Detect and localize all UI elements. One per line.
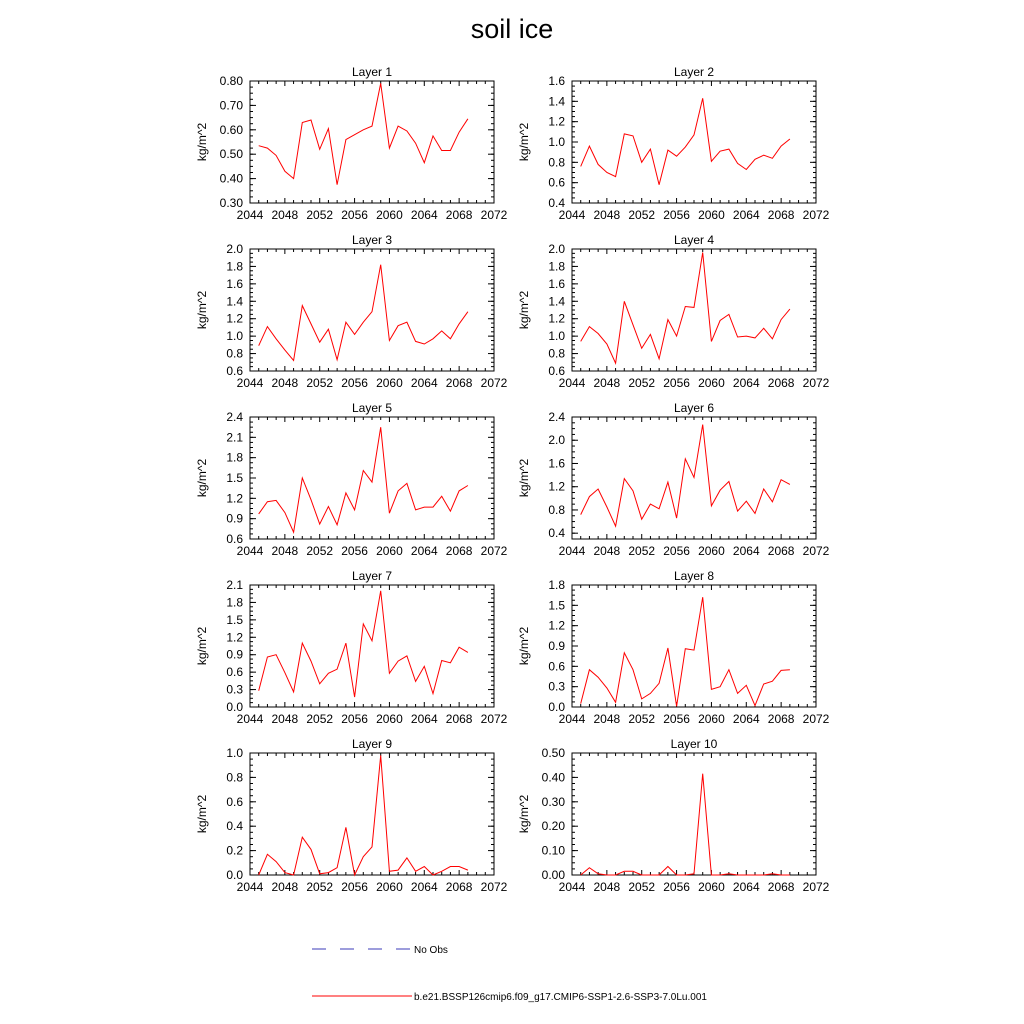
y-tick-label: 0.8 bbox=[548, 346, 565, 361]
x-tick-label: 2052 bbox=[306, 376, 334, 390]
panel-title: Layer 3 bbox=[351, 233, 393, 247]
y-tick-label: 1.5 bbox=[548, 598, 565, 613]
x-tick-label: 2056 bbox=[341, 208, 368, 222]
x-tick-label: 2052 bbox=[628, 208, 656, 222]
y-tick-label: 1.6 bbox=[226, 276, 243, 291]
x-tick-label: 2048 bbox=[271, 712, 299, 726]
y-tick-label: 1.2 bbox=[226, 630, 243, 645]
y-tick-label: 0.6 bbox=[226, 665, 243, 680]
x-tick-label: 2056 bbox=[341, 544, 368, 558]
x-tick-label: 2060 bbox=[698, 208, 725, 222]
y-axis-label: kg/m^2 bbox=[195, 794, 209, 834]
x-tick-label: 2048 bbox=[593, 712, 621, 726]
y-tick-label: 0.70 bbox=[219, 98, 243, 113]
y-tick-label: 1.5 bbox=[226, 612, 243, 627]
y-tick-label: 1.2 bbox=[548, 311, 565, 326]
x-tick-label: 2064 bbox=[732, 544, 760, 558]
series-line-1 bbox=[259, 265, 468, 361]
x-tick-label: 2048 bbox=[271, 880, 299, 894]
plot-frame bbox=[572, 81, 816, 203]
series-line-1 bbox=[581, 597, 790, 706]
y-tick-label: 1.0 bbox=[548, 135, 565, 149]
legend-model-label: b.e21.BSSP126cmip6.f09_g17.CMIP6-SSP1-2.6-SSP3-7.0Lu.001 bbox=[414, 992, 707, 1003]
x-tick-label: 2068 bbox=[767, 376, 795, 390]
y-tick-label: 1.5 bbox=[226, 471, 243, 485]
y-tick-label: 0.8 bbox=[226, 346, 243, 361]
y-tick-label: 0.50 bbox=[219, 147, 243, 162]
x-tick-label: 2060 bbox=[376, 208, 403, 222]
series-line-1 bbox=[581, 425, 790, 527]
chart-panel-4 bbox=[517, 233, 830, 390]
y-tick-label: 1.2 bbox=[548, 114, 565, 129]
panel-title: Layer 7 bbox=[351, 569, 393, 583]
x-tick-label: 2072 bbox=[480, 880, 508, 894]
panel-title: Layer 1 bbox=[351, 65, 393, 79]
y-tick-label: 0.00 bbox=[541, 868, 565, 882]
y-tick-label: 2.0 bbox=[548, 242, 565, 256]
x-tick-label: 2056 bbox=[341, 376, 368, 390]
y-tick-label: 0.6 bbox=[548, 175, 565, 190]
y-tick-label: 0.4 bbox=[548, 526, 565, 541]
chart-panel-3 bbox=[195, 233, 508, 390]
chart-panel-6 bbox=[517, 401, 830, 558]
y-tick-label: 1.8 bbox=[226, 259, 243, 274]
x-tick-label: 2052 bbox=[628, 712, 656, 726]
x-tick-label: 2044 bbox=[236, 208, 264, 222]
x-tick-label: 2052 bbox=[628, 544, 656, 558]
x-tick-label: 2064 bbox=[410, 544, 438, 558]
y-tick-label: 1.2 bbox=[226, 311, 243, 326]
y-tick-label: 1.8 bbox=[548, 259, 565, 274]
x-tick-label: 2044 bbox=[236, 544, 264, 558]
y-tick-label: 0.6 bbox=[226, 532, 243, 546]
x-tick-label: 2068 bbox=[445, 376, 473, 390]
x-tick-label: 2052 bbox=[306, 208, 334, 222]
x-tick-label: 2072 bbox=[802, 544, 830, 558]
x-tick-label: 2044 bbox=[236, 880, 264, 894]
plot-frame bbox=[572, 249, 816, 371]
y-tick-label: 0.8 bbox=[226, 770, 243, 785]
y-axis-label: kg/m^2 bbox=[517, 794, 531, 834]
y-tick-label: 0.3 bbox=[226, 682, 243, 697]
x-tick-label: 2056 bbox=[663, 544, 690, 558]
plot-frame bbox=[572, 585, 816, 707]
series-line-1 bbox=[259, 591, 468, 697]
y-tick-label: 1.4 bbox=[226, 294, 243, 309]
y-tick-label: 0.60 bbox=[219, 122, 243, 137]
y-tick-label: 0.4 bbox=[548, 196, 565, 210]
x-tick-label: 2044 bbox=[558, 712, 586, 726]
y-axis-label: kg/m^2 bbox=[195, 458, 209, 498]
series-line-1 bbox=[581, 774, 790, 875]
y-axis-label: kg/m^2 bbox=[517, 626, 531, 666]
series-line-1 bbox=[259, 755, 468, 875]
y-tick-label: 0.6 bbox=[548, 659, 565, 674]
x-tick-label: 2064 bbox=[732, 376, 760, 390]
y-tick-label: 2.1 bbox=[226, 430, 243, 445]
series-line-1 bbox=[259, 83, 468, 184]
y-axis-label: kg/m^2 bbox=[517, 290, 531, 330]
y-tick-label: 0.0 bbox=[226, 868, 243, 882]
figure-title: soil ice bbox=[470, 14, 554, 44]
x-tick-label: 2060 bbox=[376, 544, 403, 558]
x-tick-label: 2044 bbox=[558, 376, 586, 390]
x-tick-label: 2068 bbox=[445, 712, 473, 726]
chart-panel-5 bbox=[195, 401, 508, 558]
x-tick-label: 2060 bbox=[698, 544, 725, 558]
y-tick-label: 0.6 bbox=[548, 364, 565, 378]
y-tick-label: 1.2 bbox=[548, 618, 565, 633]
x-tick-label: 2064 bbox=[732, 208, 760, 222]
y-tick-label: 1.0 bbox=[226, 746, 243, 760]
y-tick-label: 1.6 bbox=[548, 74, 565, 88]
x-tick-label: 2068 bbox=[445, 880, 473, 894]
panel-title: Layer 5 bbox=[351, 401, 393, 415]
y-tick-label: 1.6 bbox=[548, 276, 565, 291]
x-tick-label: 2044 bbox=[236, 712, 264, 726]
x-tick-label: 2044 bbox=[558, 544, 586, 558]
plot-frame bbox=[572, 753, 816, 875]
x-tick-label: 2044 bbox=[236, 376, 264, 390]
x-tick-label: 2048 bbox=[593, 376, 621, 390]
y-tick-label: 1.4 bbox=[548, 294, 565, 309]
y-axis-label: kg/m^2 bbox=[517, 122, 531, 162]
legend-obs-label: No Obs bbox=[414, 945, 448, 956]
x-tick-label: 2052 bbox=[306, 712, 334, 726]
y-tick-label: 1.0 bbox=[226, 329, 243, 344]
y-tick-label: 0.8 bbox=[548, 155, 565, 170]
x-tick-label: 2060 bbox=[698, 376, 725, 390]
chart-panel-9 bbox=[195, 737, 508, 894]
x-tick-label: 2060 bbox=[376, 880, 403, 894]
x-tick-label: 2068 bbox=[445, 544, 473, 558]
y-tick-label: 0.4 bbox=[226, 819, 243, 834]
series-line-1 bbox=[259, 427, 468, 532]
x-tick-label: 2064 bbox=[732, 880, 760, 894]
plot-frame bbox=[250, 753, 494, 875]
x-tick-label: 2072 bbox=[802, 208, 830, 222]
y-axis-label: kg/m^2 bbox=[195, 122, 209, 162]
y-tick-label: 1.0 bbox=[548, 329, 565, 344]
series-line-1 bbox=[581, 253, 790, 364]
series-line-1 bbox=[581, 98, 790, 184]
y-tick-label: 0.20 bbox=[541, 819, 565, 834]
x-tick-label: 2056 bbox=[663, 208, 690, 222]
x-tick-label: 2048 bbox=[593, 544, 621, 558]
y-tick-label: 2.4 bbox=[226, 410, 243, 424]
x-tick-label: 2044 bbox=[558, 208, 586, 222]
panel-title: Layer 9 bbox=[351, 737, 393, 751]
x-tick-label: 2072 bbox=[802, 712, 830, 726]
x-tick-label: 2048 bbox=[271, 376, 299, 390]
y-tick-label: 0.10 bbox=[541, 843, 565, 858]
y-tick-label: 0.2 bbox=[226, 843, 243, 858]
x-tick-label: 2072 bbox=[480, 376, 508, 390]
y-tick-label: 0.9 bbox=[226, 647, 243, 662]
x-tick-label: 2068 bbox=[767, 544, 795, 558]
x-tick-label: 2044 bbox=[558, 880, 586, 894]
x-tick-label: 2072 bbox=[480, 208, 508, 222]
y-tick-label: 1.2 bbox=[226, 491, 243, 506]
x-tick-label: 2060 bbox=[376, 376, 403, 390]
x-tick-label: 2060 bbox=[698, 712, 725, 726]
y-tick-label: 0.0 bbox=[226, 700, 243, 714]
x-tick-label: 2072 bbox=[480, 712, 508, 726]
y-tick-label: 0.30 bbox=[541, 794, 565, 809]
chart-panel-7 bbox=[195, 569, 508, 726]
x-tick-label: 2056 bbox=[663, 880, 690, 894]
y-tick-label: 0.8 bbox=[548, 502, 565, 517]
chart-panel-10 bbox=[517, 737, 830, 894]
y-tick-label: 0.9 bbox=[226, 511, 243, 526]
x-tick-label: 2064 bbox=[410, 712, 438, 726]
x-tick-label: 2064 bbox=[732, 712, 760, 726]
x-tick-label: 2072 bbox=[802, 880, 830, 894]
y-tick-label: 1.6 bbox=[548, 456, 565, 471]
y-tick-label: 0.40 bbox=[219, 171, 243, 186]
x-tick-label: 2048 bbox=[271, 544, 299, 558]
y-tick-label: 0.6 bbox=[226, 364, 243, 378]
y-tick-label: 2.4 bbox=[548, 410, 565, 424]
y-tick-label: 2.0 bbox=[226, 242, 243, 256]
y-tick-label: 0.80 bbox=[219, 74, 243, 88]
y-tick-label: 1.2 bbox=[548, 479, 565, 494]
x-tick-label: 2048 bbox=[271, 208, 299, 222]
x-tick-label: 2064 bbox=[410, 376, 438, 390]
x-tick-label: 2048 bbox=[593, 208, 621, 222]
x-tick-label: 2048 bbox=[593, 880, 621, 894]
chart-panel-8 bbox=[517, 569, 830, 726]
x-tick-label: 2072 bbox=[480, 544, 508, 558]
y-tick-label: 0.30 bbox=[219, 196, 243, 210]
y-tick-label: 0.50 bbox=[541, 746, 565, 760]
y-tick-label: 1.8 bbox=[548, 578, 565, 592]
x-tick-label: 2056 bbox=[341, 712, 368, 726]
y-tick-label: 2.1 bbox=[226, 578, 243, 592]
y-tick-label: 0.0 bbox=[548, 700, 565, 714]
x-tick-label: 2072 bbox=[802, 376, 830, 390]
x-tick-label: 2056 bbox=[663, 376, 690, 390]
y-tick-label: 2.0 bbox=[548, 433, 565, 448]
x-tick-label: 2068 bbox=[445, 208, 473, 222]
x-tick-label: 2064 bbox=[410, 208, 438, 222]
x-tick-label: 2068 bbox=[767, 208, 795, 222]
legend bbox=[312, 945, 707, 1003]
x-tick-label: 2052 bbox=[306, 544, 334, 558]
panel-title: Layer 8 bbox=[673, 569, 715, 583]
plot-frame bbox=[250, 81, 494, 203]
x-tick-label: 2060 bbox=[698, 880, 725, 894]
chart-panel-1 bbox=[195, 65, 508, 222]
y-tick-label: 0.9 bbox=[548, 639, 565, 653]
x-tick-label: 2064 bbox=[410, 880, 438, 894]
y-axis-label: kg/m^2 bbox=[195, 626, 209, 666]
x-tick-label: 2068 bbox=[767, 880, 795, 894]
y-tick-label: 1.4 bbox=[548, 94, 565, 109]
x-tick-label: 2068 bbox=[767, 712, 795, 726]
chart-panel-2 bbox=[517, 65, 830, 222]
y-axis-label: kg/m^2 bbox=[195, 290, 209, 330]
y-tick-label: 0.3 bbox=[548, 679, 565, 694]
y-axis-label: kg/m^2 bbox=[517, 458, 531, 498]
x-tick-label: 2056 bbox=[341, 880, 368, 894]
panel-title: Layer 6 bbox=[673, 401, 715, 415]
x-tick-label: 2056 bbox=[663, 712, 690, 726]
x-tick-label: 2052 bbox=[628, 880, 656, 894]
panel-title: Layer 10 bbox=[670, 737, 718, 751]
panel-title: Layer 4 bbox=[673, 233, 715, 247]
y-tick-label: 1.8 bbox=[226, 450, 243, 465]
x-tick-label: 2052 bbox=[628, 376, 656, 390]
panel-title: Layer 2 bbox=[673, 65, 715, 79]
x-tick-label: 2060 bbox=[376, 712, 403, 726]
y-tick-label: 0.40 bbox=[541, 770, 565, 785]
y-tick-label: 0.6 bbox=[226, 794, 243, 809]
y-tick-label: 1.8 bbox=[226, 595, 243, 610]
plot-frame bbox=[250, 417, 494, 539]
plot-frame bbox=[250, 585, 494, 707]
x-tick-label: 2052 bbox=[306, 880, 334, 894]
